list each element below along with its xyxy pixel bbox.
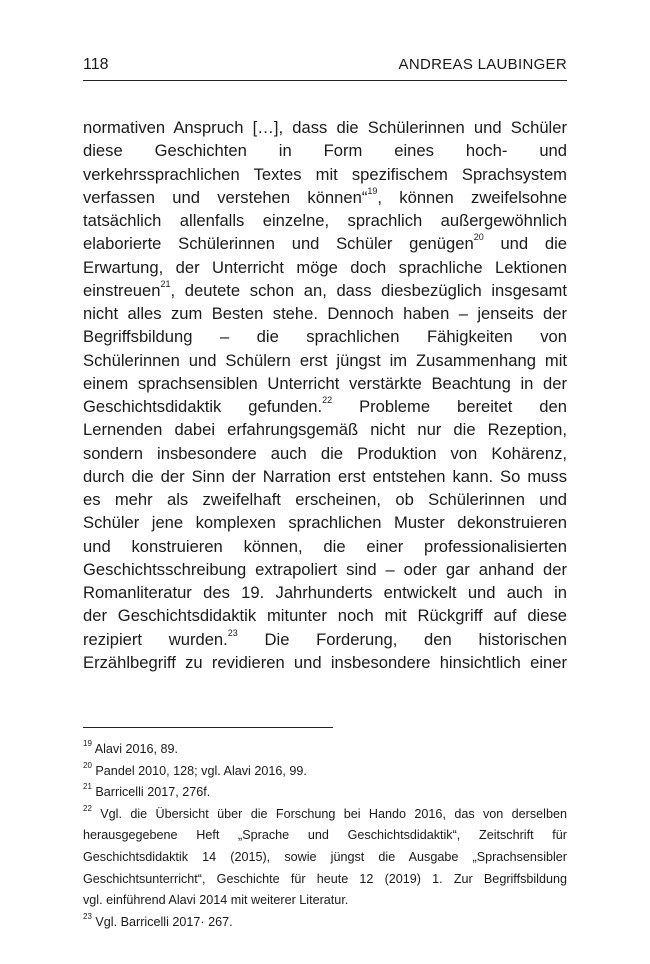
footnote-line	[83, 869, 567, 891]
footnote-number: 20	[83, 760, 92, 770]
line-text: Probleme bereitet den	[332, 397, 567, 416]
footnote-separator	[83, 727, 333, 728]
body-line	[83, 232, 567, 255]
footnote-marker: 22	[322, 395, 333, 405]
line-text: Erwartung, der Unterricht möge doch sprachliche Lektionen	[83, 257, 567, 277]
footnote-marker: 20	[473, 232, 484, 243]
line-text: durch die der Sinn der Narration erst entstehen kann. So muss	[83, 466, 567, 486]
line-text: Schüler jene komplexen sprachlichen Muster dekonstruieren	[83, 513, 567, 533]
line-text: sondern insbesondere auch die Produktion von Kohärenz,	[83, 443, 567, 463]
line-text: es mehr als zweifelhaft erscheinen, ob Schülerinnen und	[83, 490, 567, 509]
body-line	[83, 139, 567, 162]
footnote-line	[83, 782, 567, 804]
line-text: und die	[483, 234, 567, 254]
body-line	[83, 256, 567, 279]
page-number: 118	[83, 56, 109, 73]
footnote-number: 22	[83, 803, 92, 813]
footnote-marker: 19	[367, 185, 378, 196]
line-text: und konstruieren können, die einer professionalisierten	[83, 536, 567, 556]
body-text	[83, 116, 567, 674]
body-line	[83, 302, 567, 325]
body-line	[83, 279, 567, 302]
line-text: einem sprachsensiblen Unterricht verstärkte Beachtung in der	[83, 373, 567, 393]
line-text: normativen Anspruch […], dass die Schülerinnen und Schüler	[83, 118, 567, 137]
body-line	[83, 535, 567, 558]
body-line	[83, 186, 567, 209]
line-text: , können zweifelsohne	[377, 187, 567, 207]
body-line	[83, 372, 567, 395]
line-text: Lernenden dabei erfahrungsgemäß nicht nur die Rezeption,	[83, 420, 567, 440]
line-text: tatsächlich allenfalls einzelne, sprachlich außergewöhnlich	[83, 211, 567, 230]
footnote-marker: 21	[160, 278, 171, 289]
footnote-line	[83, 761, 567, 783]
footnote-line	[83, 890, 567, 912]
footnote-text: Barricelli 2017, 276f.	[91, 785, 211, 800]
body-line	[83, 116, 567, 139]
footnote-text: herausgegebene Heft „Sprache und Geschichtsdidaktik“, Zeitschrift für	[83, 828, 567, 843]
line-text: nicht alles zum Besten stehe. Dennoch haben – jenseits der	[83, 304, 567, 323]
body-line	[83, 628, 567, 651]
running-header	[83, 56, 567, 81]
line-text: Geschichtsschreibung extrapoliert sind – oder gar anhand der	[83, 559, 567, 579]
footnote-text: Alavi 2016, 89.	[91, 742, 179, 756]
line-text: Geschichtsdidaktik gefunden.	[83, 397, 323, 416]
footnote-line	[83, 847, 567, 869]
footnote-text: Vgl. die Übersicht über die Forschung bei Hando 2016, das von derselben	[91, 806, 567, 821]
footnote-text: Geschichtsunterricht“, Geschichte für heute 12 (2019) 1. Zur Begriffsbildung	[83, 871, 567, 886]
footnote-line	[83, 804, 567, 826]
body-line	[83, 511, 567, 534]
footnote-number: 23	[83, 911, 92, 921]
line-text: Romanliteratur des 19. Jahrhunderts entwickelt und auch in	[83, 583, 567, 602]
body-line	[83, 395, 567, 418]
footnote-marker: 23	[227, 627, 238, 638]
body-line	[83, 604, 567, 627]
body-line	[83, 558, 567, 581]
line-text: Die Forderung, den historischen	[237, 629, 567, 649]
body-line	[83, 325, 567, 348]
line-text: diese Geschichten in Form eines hoch- und	[83, 141, 567, 161]
running-title-author: ANDREAS LAUBINGER	[398, 56, 567, 73]
line-text: Schülerinnen und Schülern erst jüngst im Zusammenhang mit	[83, 350, 567, 370]
footnote-line	[83, 825, 567, 847]
footnote-line	[83, 912, 567, 934]
line-text: Begriffsbildung – die sprachlichen Fähigkeiten von	[83, 327, 567, 347]
body-line	[83, 488, 567, 511]
body-line	[83, 581, 567, 604]
footnote-text: Geschichtsdidaktik 14 (2015), sowie jüngst die Ausgabe „Sprachsensibler	[83, 849, 567, 864]
body-line	[83, 209, 567, 232]
body-line	[83, 465, 567, 488]
body-line	[83, 442, 567, 465]
line-text: einstreuen	[83, 280, 161, 300]
footnote-number: 21	[83, 782, 92, 792]
footnote-text: Vgl. Barricelli 2017· 267.	[91, 914, 233, 929]
body-line	[83, 349, 567, 372]
line-text: elaborierte Schülerinnen und Schüler genügen	[83, 234, 474, 254]
line-text: der Geschichtsdidaktik mitunter noch mit Rückgriff auf diese	[83, 606, 567, 626]
line-text: verkehrssprachlichen Textes mit spezifischem Sprachsystem	[83, 164, 567, 184]
line-text: , deutete schon an, dass diesbezüglich insgesamt	[170, 280, 567, 300]
body-line	[83, 418, 567, 441]
line-text: Erzählbegriff zu revidieren und insbesondere hinsichtlich einer	[83, 652, 567, 672]
body-line	[83, 163, 567, 186]
footnotes	[83, 739, 567, 933]
body-line	[83, 651, 567, 674]
footnote-line	[83, 739, 567, 761]
line-text: verfassen und verstehen können“	[83, 187, 368, 207]
footnote-text: Pandel 2010, 128; vgl. Alavi 2016, 99.	[91, 763, 307, 778]
footnote-text: vgl. einführend Alavi 2014 mit weiterer Literatur.	[83, 893, 349, 908]
footnote-number: 19	[83, 739, 92, 748]
line-text: rezipiert wurden.	[83, 629, 228, 649]
